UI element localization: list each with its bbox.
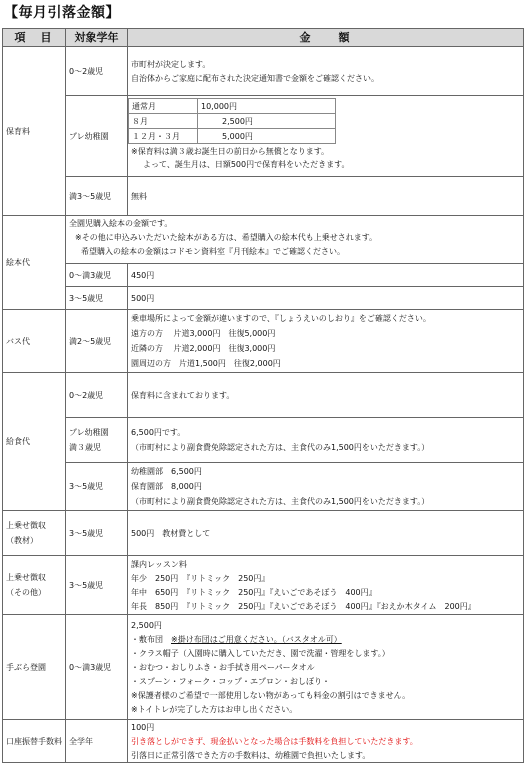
table-row: [3, 287, 524, 310]
text-line: 園周辺の方 片道1,500円 往復2,000円: [131, 359, 281, 368]
text-line: 幼稚園部 6,500円: [131, 467, 202, 476]
text-line: 希望購入の絵本の金額はコドモン資料室『月刊絵本』でご確認ください。: [81, 247, 345, 256]
text-line: 年少 250円 『リトミック 250円』: [131, 573, 270, 583]
text-line: 100円: [131, 722, 155, 732]
table-row: [3, 720, 524, 763]
fee-period: ８月: [129, 114, 198, 129]
header-item: 項 目: [3, 29, 66, 47]
kyozai-grade: 3～5歳児: [66, 511, 128, 556]
text-line: 乗車場所によって金額が違いますので、『しょうえいのしおり』をご確認ください。: [131, 314, 431, 323]
bus-text: [128, 310, 524, 373]
text-line: 課内レッスン料: [131, 559, 187, 569]
header-grade: 対象学年: [66, 29, 128, 47]
table-row: [3, 264, 524, 287]
kyushoku-grade-1: 0～2歳児: [66, 373, 128, 418]
hoikuryo-text-1: [128, 47, 524, 96]
fee-period: 通常月: [129, 99, 198, 114]
tebura-label: 手ぶら登園: [3, 615, 66, 720]
text-line: ※トイトレが完了した方はお申し出ください。: [131, 704, 298, 714]
table-row: [3, 556, 524, 615]
text-line: [131, 634, 520, 645]
text-line: 全園児購入絵本の金額です。: [69, 219, 173, 228]
text-part: ※掛け布団はご用意ください。（バスタオル可）: [171, 634, 342, 644]
label-line: 上乗せ徴収: [6, 573, 46, 582]
text-part: ・敷布団: [131, 634, 171, 644]
table-row: [3, 177, 524, 216]
hoikuryo-pre-fees: [128, 96, 524, 177]
text-line: 市町村が決定します。: [131, 59, 211, 69]
kyushoku-label: 給食代: [3, 373, 66, 511]
table-row: [3, 96, 524, 177]
text-line: （市町村により副食費免除認定された方は、主食代のみ1,500円をいただきます。）: [131, 497, 430, 506]
bus-grade: 満2～5歳児: [66, 310, 128, 373]
bus-label: バス代: [3, 310, 66, 373]
page-title: 【毎月引落金額】: [4, 5, 120, 21]
text-line: 年中 650円 『リトミック 250円』『えいごであそぼう 400円』: [131, 587, 377, 597]
table-row: [3, 511, 524, 556]
label-line: （教材）: [6, 536, 38, 545]
hoikuryo-grade-1: 0～2歳児: [66, 47, 128, 96]
table-header-row: [3, 29, 524, 47]
kyushoku-text-2: [128, 418, 524, 463]
table-row: [3, 418, 524, 463]
ehon-grade-1: 0～満3歳児: [66, 264, 128, 287]
text-line: 遠方の方 片道3,000円 往復5,000円: [131, 329, 276, 338]
sonota-label: [3, 556, 66, 615]
text-line: 2,500円: [131, 620, 162, 630]
text-line: 近隣の方 片道2,000円 往復3,000円: [131, 344, 276, 353]
text-line: 引落日に正常引落できた方の手数料は、幼稚園で負担いたします。: [131, 750, 371, 760]
fee-period: １２月・３月: [129, 129, 198, 144]
ehon-label: 絵本代: [3, 216, 66, 310]
grade-line: 満３歳児: [69, 443, 101, 452]
furikae-text: [128, 720, 524, 763]
text-line: ・クラス帽子（入園時に購入していただき、園で洗濯・管理をします。）: [131, 648, 390, 658]
text-line: 自治体からご家庭に配布された決定通知書で金額をご確認ください。: [131, 73, 379, 83]
fee-amount: 2,500円: [198, 114, 336, 129]
ehon-value-2: 500円: [128, 287, 524, 310]
sonota-text: [128, 556, 524, 615]
hoikuryo-label: 保育料: [3, 47, 66, 216]
text-line: 保育園部 8,000円: [131, 482, 202, 491]
text-line: 年長 850円 『リトミック 250円』『えいごであそぼう 400円』『おえか木タイム 200円』: [131, 601, 476, 611]
label-line: （その他）: [6, 588, 46, 597]
header-amount: 金 額: [128, 29, 524, 47]
text-line: （市町村により副食費免除認定された方は、主食代のみ1,500円をいただきます。）: [131, 443, 430, 452]
kyozai-label: [3, 511, 66, 556]
text-line: ・スプーン・フォーク・コップ・エプロン・おしぼり・: [131, 676, 331, 686]
table-row: [3, 216, 524, 264]
table-row: [3, 463, 524, 511]
text-line: よって、誕生月は、日額500円で保育料をいただきます。: [143, 160, 350, 169]
furikae-grade: 全学年: [66, 720, 128, 763]
fee-row: [129, 99, 336, 114]
sonota-grade: 3～5歳児: [66, 556, 128, 615]
kyozai-text: 500円 教材費として: [128, 511, 524, 556]
text-line: ※その他に申込みいただいた絵本がある方は、希望購入の絵本代も上乗せされます。: [75, 233, 378, 242]
tebura-text: [128, 615, 524, 720]
ehon-value-1: 450円: [128, 264, 524, 287]
fee-table: [2, 28, 524, 763]
table-row: [3, 373, 524, 418]
kyushoku-text-3: [128, 463, 524, 511]
tebura-grade: 0～満3歳児: [66, 615, 128, 720]
hoikuryo-grade-3: 満3～5歳児: [66, 177, 128, 216]
ehon-grade-2: 3～5歳児: [66, 287, 128, 310]
kyushoku-grade-3: 3～5歳児: [66, 463, 128, 511]
fee-amount: 5,000円: [198, 129, 336, 144]
hoikuryo-text-3: 無料: [128, 177, 524, 216]
hoikuryo-grade-2: プレ幼稚園: [66, 96, 128, 177]
kyushoku-grade-2: [66, 418, 128, 463]
table-row: [3, 615, 524, 720]
text-line: ※保育料は満３歳お誕生日の前日から無償となります。: [131, 147, 330, 156]
fee-row: [129, 114, 336, 129]
table-row: [3, 310, 524, 373]
text-line: 6,500円です。: [131, 428, 186, 437]
fee-row: [129, 129, 336, 144]
text-line: ・おむつ・おしりふき・お手拭き用ペーパータオル: [131, 662, 315, 672]
warning-text: 引き落としができず、現金払いとなった場合は手数料を負担していただきます。: [131, 736, 418, 746]
fee-subtable: [128, 98, 336, 144]
fee-amount: 10,000円: [198, 99, 336, 114]
kyushoku-text-1: 保育料に含まれております。: [128, 373, 524, 418]
text-line: ※保護者様のご希望で一部使用しない物があっても料金の割引はできません。: [131, 690, 411, 700]
furikae-label: 口座振替手数料: [3, 720, 66, 763]
label-line: 上乗せ徴収: [6, 521, 46, 530]
table-row: [3, 47, 524, 96]
grade-line: プレ幼稚園: [69, 428, 109, 437]
ehon-text: [66, 216, 524, 264]
